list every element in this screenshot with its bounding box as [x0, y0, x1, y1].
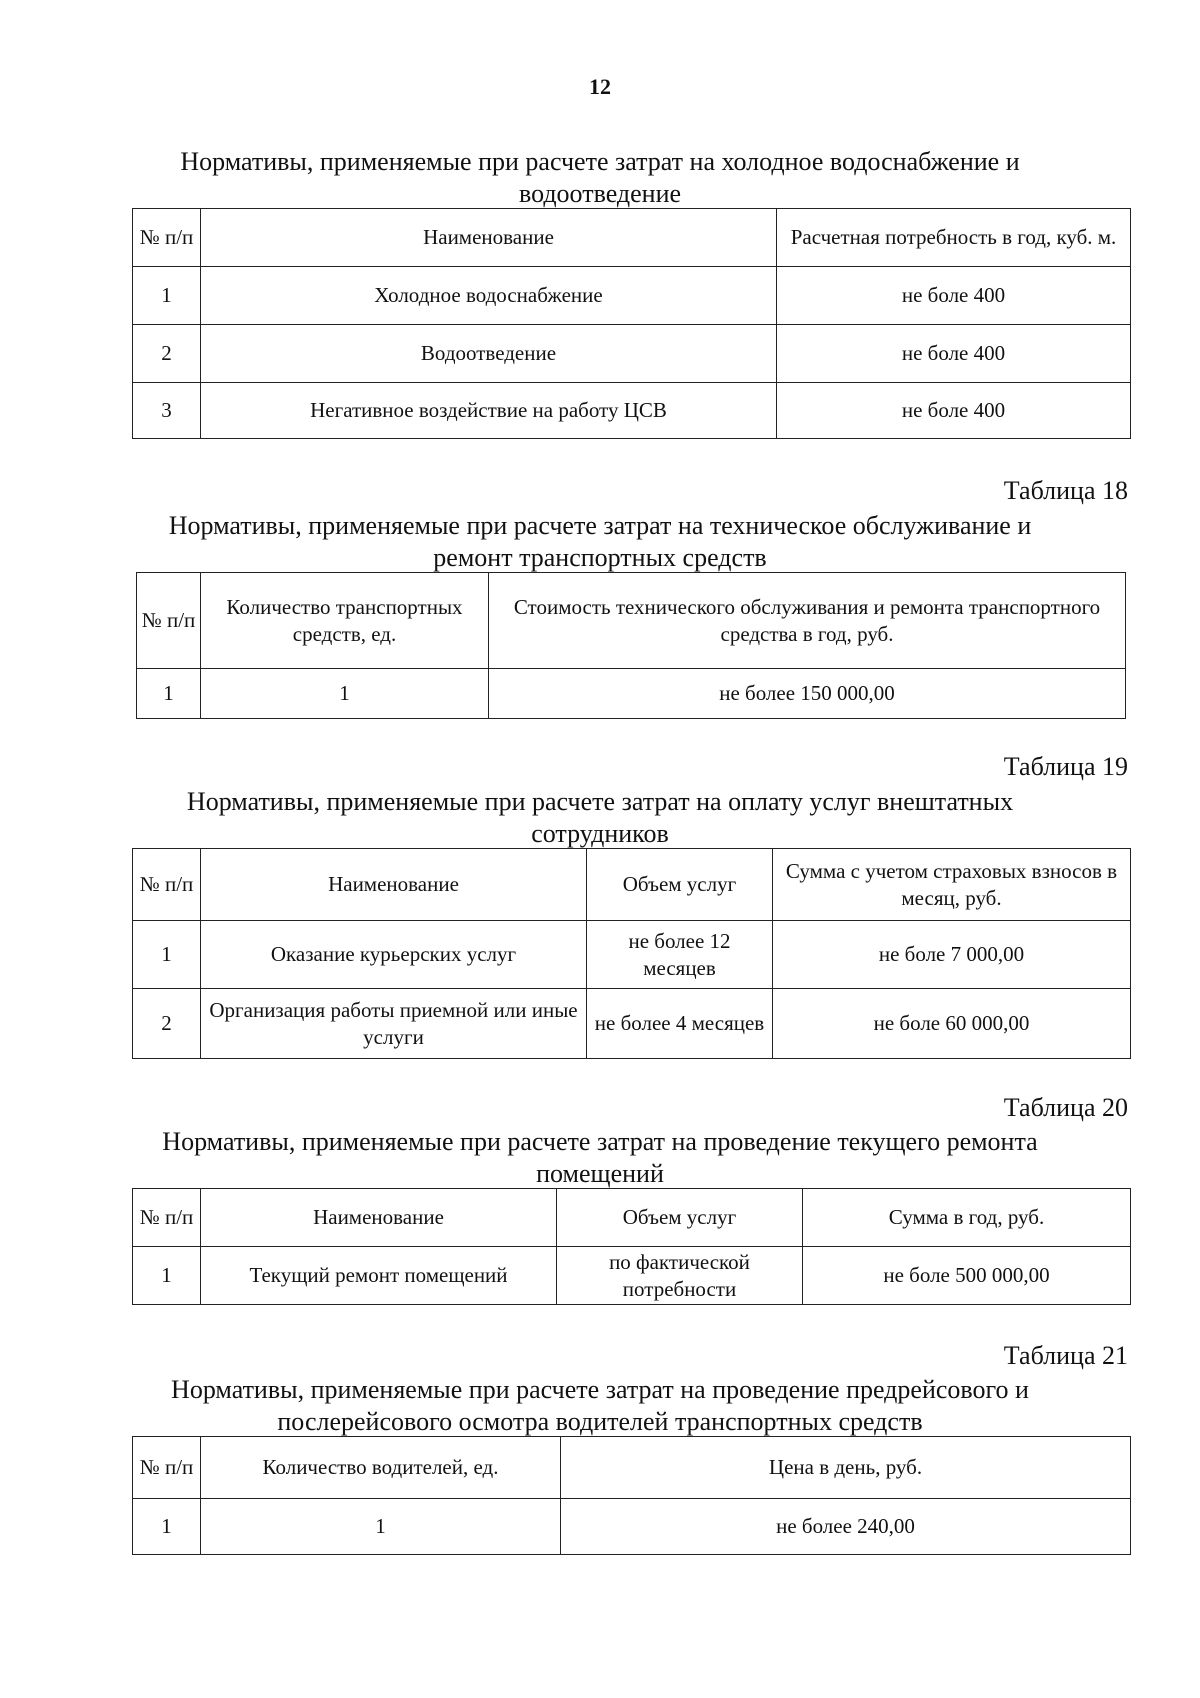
cell: Холодное водоснабжение	[201, 267, 777, 325]
header-cell-number: № п/п	[137, 573, 201, 669]
table-title-line: сотрудников	[531, 819, 669, 848]
table-title-line: помещений	[536, 1159, 664, 1188]
cell: не более 240,00	[561, 1499, 1131, 1555]
header-cell-sum: Сумма с учетом страховых взносов в месяц, руб.	[773, 849, 1131, 921]
table-driver-inspection	[132, 1436, 1131, 1555]
table-row	[137, 669, 1126, 719]
table-header-row	[133, 1189, 1131, 1247]
table-row	[133, 383, 1131, 439]
table-header-row	[133, 209, 1131, 267]
table-freelance-staff	[132, 848, 1131, 1059]
cell: 1	[133, 921, 201, 989]
table-title-line: Нормативы, применяемые при расчете затрат на техническое обслуживание и	[168, 511, 1032, 540]
table-title	[0, 786, 1200, 850]
header-cell-number: № п/п	[133, 849, 201, 921]
header-cell-name: Наименование	[201, 1189, 557, 1247]
table-row	[133, 267, 1131, 325]
page-number: 12	[589, 74, 611, 99]
table-row	[133, 1247, 1131, 1305]
cell: 1	[133, 267, 201, 325]
table-row	[133, 1499, 1131, 1555]
header-cell-drivers: Количество водителей, ед.	[201, 1437, 561, 1499]
table-title-line: ремонт транспортных средств	[433, 543, 767, 572]
header-cell-number: № п/п	[133, 1189, 201, 1247]
cell: Водоотведение	[201, 325, 777, 383]
table-header-row	[137, 573, 1126, 669]
table-label: Таблица 19	[1003, 752, 1128, 781]
table-cold-water	[132, 208, 1131, 439]
table-header-row	[133, 849, 1131, 921]
table-title	[0, 1126, 1200, 1190]
table-title-line: Нормативы, применяемые при расчете затрат на оплату услуг внештатных	[186, 787, 1014, 816]
header-cell-vehicles: Количество транспортных средств, ед.	[201, 573, 489, 669]
table-title-line: водоотведение	[518, 179, 682, 208]
table-label: Таблица 18	[1003, 476, 1128, 505]
table-row	[133, 989, 1131, 1059]
cell: 3	[133, 383, 201, 439]
table-title-line: Нормативы, применяемые при расчете затрат на проведение текущего ремонта	[162, 1127, 1038, 1156]
table-title-line: послерейсового осмотра водителей транспортных средств	[277, 1407, 923, 1436]
table-row	[133, 325, 1131, 383]
header-cell-volume: Объем услуг	[587, 849, 773, 921]
cell: не более 150 000,00	[489, 669, 1126, 719]
cell: 1	[201, 669, 489, 719]
cell: не более 4 месяцев	[587, 989, 773, 1059]
table-title-line: Нормативы, применяемые при расчете затрат на холодное водоснабжение и	[180, 147, 1020, 176]
header-cell-volume: Объем услуг	[557, 1189, 803, 1247]
table-title	[0, 510, 1200, 574]
header-cell-name: Наименование	[201, 209, 777, 267]
cell: Организация работы приемной или иные услуги	[201, 989, 587, 1059]
cell: Негативное воздействие на работу ЦСВ	[201, 383, 777, 439]
cell: 1	[137, 669, 201, 719]
table-header-row	[133, 1437, 1131, 1499]
header-cell-need: Расчетная потребность в год, куб. м.	[777, 209, 1131, 267]
cell: не боле 400	[777, 383, 1131, 439]
cell: по фактической потребности	[557, 1247, 803, 1305]
table-title-line: Нормативы, применяемые при расчете затрат на проведение предрейсового и	[171, 1375, 1029, 1404]
cell: 1	[133, 1247, 201, 1305]
table-row	[133, 921, 1131, 989]
table-title	[0, 1374, 1200, 1438]
cell: не боле 500 000,00	[803, 1247, 1131, 1305]
cell: не боле 400	[777, 267, 1131, 325]
header-cell-number: № п/п	[133, 209, 201, 267]
table-premises-repair	[132, 1188, 1131, 1305]
header-cell-number: № п/п	[133, 1437, 201, 1499]
table-vehicle-maintenance	[136, 572, 1126, 719]
cell: Текущий ремонт помещений	[201, 1247, 557, 1305]
cell: Оказание курьерских услуг	[201, 921, 587, 989]
header-cell-price: Цена в день, руб.	[561, 1437, 1131, 1499]
cell: не боле 60 000,00	[773, 989, 1131, 1059]
cell: не боле 400	[777, 325, 1131, 383]
cell: 2	[133, 325, 201, 383]
cell: 1	[133, 1499, 201, 1555]
cell: не более 12 месяцев	[587, 921, 773, 989]
cell: 2	[133, 989, 201, 1059]
table-label: Таблица 20	[1003, 1093, 1128, 1122]
table-label: Таблица 21	[1003, 1341, 1128, 1370]
header-cell-cost: Стоимость технического обслуживания и ремонта транспортного средства в год, руб.	[489, 573, 1126, 669]
cell: не боле 7 000,00	[773, 921, 1131, 989]
header-cell-sum: Сумма в год, руб.	[803, 1189, 1131, 1247]
header-cell-name: Наименование	[201, 849, 587, 921]
cell: 1	[201, 1499, 561, 1555]
table-title	[0, 146, 1200, 210]
